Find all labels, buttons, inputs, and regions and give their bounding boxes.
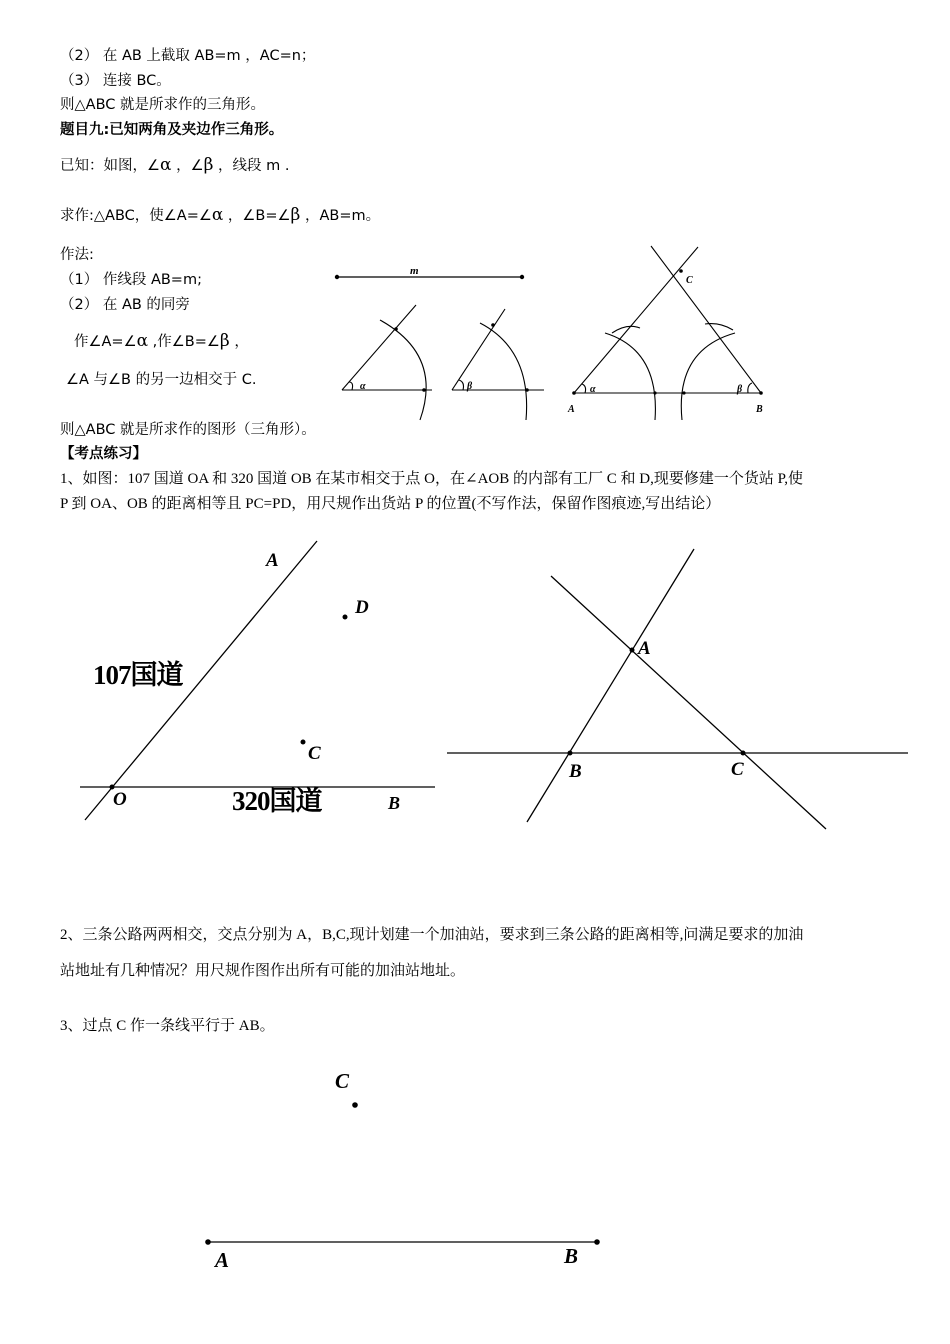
beta-label: β <box>467 381 473 392</box>
beta-label: β <box>737 384 743 395</box>
beta-symbol: β <box>203 155 214 175</box>
question-1-line-1: 1、如图：107 国道 OA 和 320 国道 OB 在某市相交于点 O，在∠AOB 的内部有工厂 C 和 D,现要修建一个货站 P,使 <box>60 471 804 487</box>
label-a: A <box>638 638 651 659</box>
arc-point <box>394 327 398 331</box>
known-comma: ，∠ <box>171 158 204 174</box>
problem-9-title: 题目九:已知两角及夹边作三角形。 <box>60 122 284 138</box>
req-prefix: 求作:△ABC，使∠A=∠ <box>60 208 212 224</box>
beta-symbol: β <box>219 331 230 351</box>
alpha-label: α <box>590 384 596 395</box>
step-2: （2） 在 AB 上截取 AB=m ，AC=n； <box>60 48 316 64</box>
road-107-label: 107国道 <box>93 660 183 690</box>
arc-point <box>491 323 495 327</box>
practice-heading: 【考点练习】 <box>60 446 147 462</box>
figure-9-triangle <box>574 246 761 420</box>
arc-point <box>422 388 426 392</box>
road-320-label: 320国道 <box>232 786 322 816</box>
label-b: B <box>569 761 582 782</box>
point-a <box>572 391 576 395</box>
arc-point <box>682 391 685 394</box>
label-a: A <box>215 1248 230 1272</box>
figure-9-segment-m <box>335 275 523 278</box>
step-3: （3） 连接 BC。 <box>60 73 171 89</box>
question-2-line-2: 站地址有几种情况？用尺规作图作出所有可能的加油站地址。 <box>60 963 466 979</box>
alpha-label: α <box>360 381 366 392</box>
point-d <box>343 615 348 620</box>
m3-suffix: ， <box>229 334 249 350</box>
label-c: C <box>335 1069 350 1093</box>
figure-q2 <box>447 549 908 829</box>
label-b: B <box>564 1244 579 1268</box>
point-b <box>594 1239 600 1245</box>
label-o: O <box>113 789 127 810</box>
point-b <box>568 751 573 756</box>
beta-symbol: β <box>290 205 301 225</box>
method-step-1: （1） 作线段 AB=m; <box>60 272 202 288</box>
question-3: 3、过点 C 作一条线平行于 AB。 <box>60 1018 275 1034</box>
label-b: B <box>756 404 763 415</box>
point-b <box>759 391 763 395</box>
known-suffix: ，线段 m . <box>213 158 290 174</box>
req-mid: ，∠B=∠ <box>223 208 291 224</box>
question-1-line-2: P 到 OA、OB 的距离相等且 PC=PD，用尺规作出货站 P 的位置(不写作法，保留作图痕迹,写出结论） <box>60 496 721 512</box>
arc-point <box>653 391 656 394</box>
point-c <box>352 1102 358 1108</box>
method-label: 作法: <box>60 247 94 263</box>
alpha-symbol: α <box>211 205 224 225</box>
label-c: C <box>731 759 744 780</box>
figure-9-angle-alpha <box>342 305 432 420</box>
point-c <box>679 269 683 273</box>
point-a <box>205 1239 211 1245</box>
known-prefix: 已知：如图，∠ <box>60 158 160 174</box>
label-a: A <box>266 550 279 571</box>
m3-prefix: 作∠A=∠ <box>74 334 137 350</box>
req-suffix: ，AB=m。 <box>300 208 381 224</box>
point-a <box>630 648 635 653</box>
method-step-2: （2） 在 AB 的同旁 <box>60 297 190 313</box>
conclusion-top: 则△ABC 就是所求作的三角形。 <box>60 97 265 113</box>
label-c: C <box>308 743 321 764</box>
method-step-4: ∠A 与∠B 的另一边相交于 C. <box>66 372 257 388</box>
arc-point <box>525 388 529 392</box>
point-c <box>741 751 746 756</box>
label-d: D <box>355 597 369 618</box>
alpha-symbol: α <box>136 331 149 351</box>
question-2-line-1: 2、三条公路两两相交，交点分别为 A，B,C,现计划建一个加油站，要求到三条公路的距离相等,问满足要求的加油 <box>60 927 804 943</box>
label-c: C <box>686 275 693 286</box>
point-c <box>301 740 306 745</box>
label-b: B <box>388 793 401 813</box>
segment-m-label: m <box>410 265 419 277</box>
alpha-symbol: α <box>160 155 172 175</box>
m3-mid: ,作∠B=∠ <box>148 334 220 350</box>
figure-9-angle-beta <box>452 309 544 420</box>
problem-9-conclusion: 则△ABC 就是所求作的图形（三角形）。 <box>60 422 316 438</box>
label-a: A <box>568 404 575 415</box>
